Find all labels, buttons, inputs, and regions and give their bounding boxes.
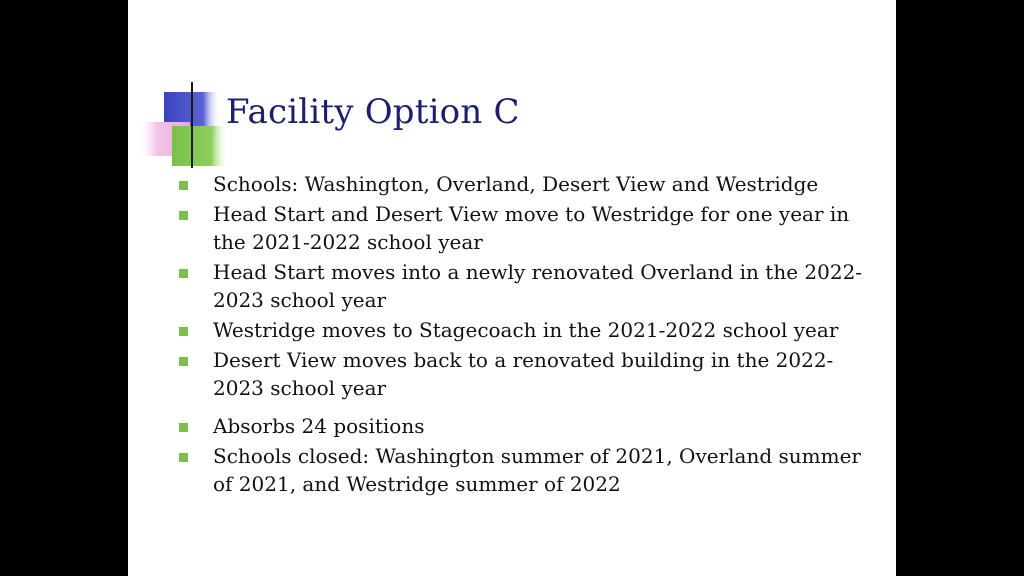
bullet-item [178,316,878,344]
bullet-item [178,412,878,440]
bullet-list [178,170,878,500]
bullet-item [178,258,878,314]
square-bullet-icon [179,269,188,278]
bullet-item [178,346,878,402]
bullet-text: Schools: Washington, Overland, Desert View and Westridge [213,172,819,196]
slide [128,0,896,576]
square-bullet-icon [179,211,188,220]
square-bullet-icon [179,357,188,366]
square-bullet-icon [179,423,188,432]
bullet-text: Desert View moves back to a renovated building in the 2022-2023 school year [213,348,834,400]
bullet-item [178,170,878,198]
bullet-text: Head Start moves into a newly renovated Overland in the 2022-2023 school year [213,260,863,312]
bullet-text: Schools closed: Washington summer of 2021, Overland summer of 2021, and Westridge summer of 2022 [213,444,861,496]
bullet-text: Absorbs 24 positions [213,414,425,438]
bullet-text: Head Start and Desert View move to Westridge for one year in the 2021-2022 school year [213,202,850,254]
slide-title: Facility Option C [226,92,520,132]
square-bullet-icon [179,327,188,336]
bullet-item [178,442,878,498]
square-bullet-icon [179,181,188,190]
bullet-item [178,200,878,256]
square-bullet-icon [179,453,188,462]
bullet-text: Westridge moves to Stagecoach in the 2021-2022 school year [213,318,839,342]
deco-green-square [172,126,228,166]
